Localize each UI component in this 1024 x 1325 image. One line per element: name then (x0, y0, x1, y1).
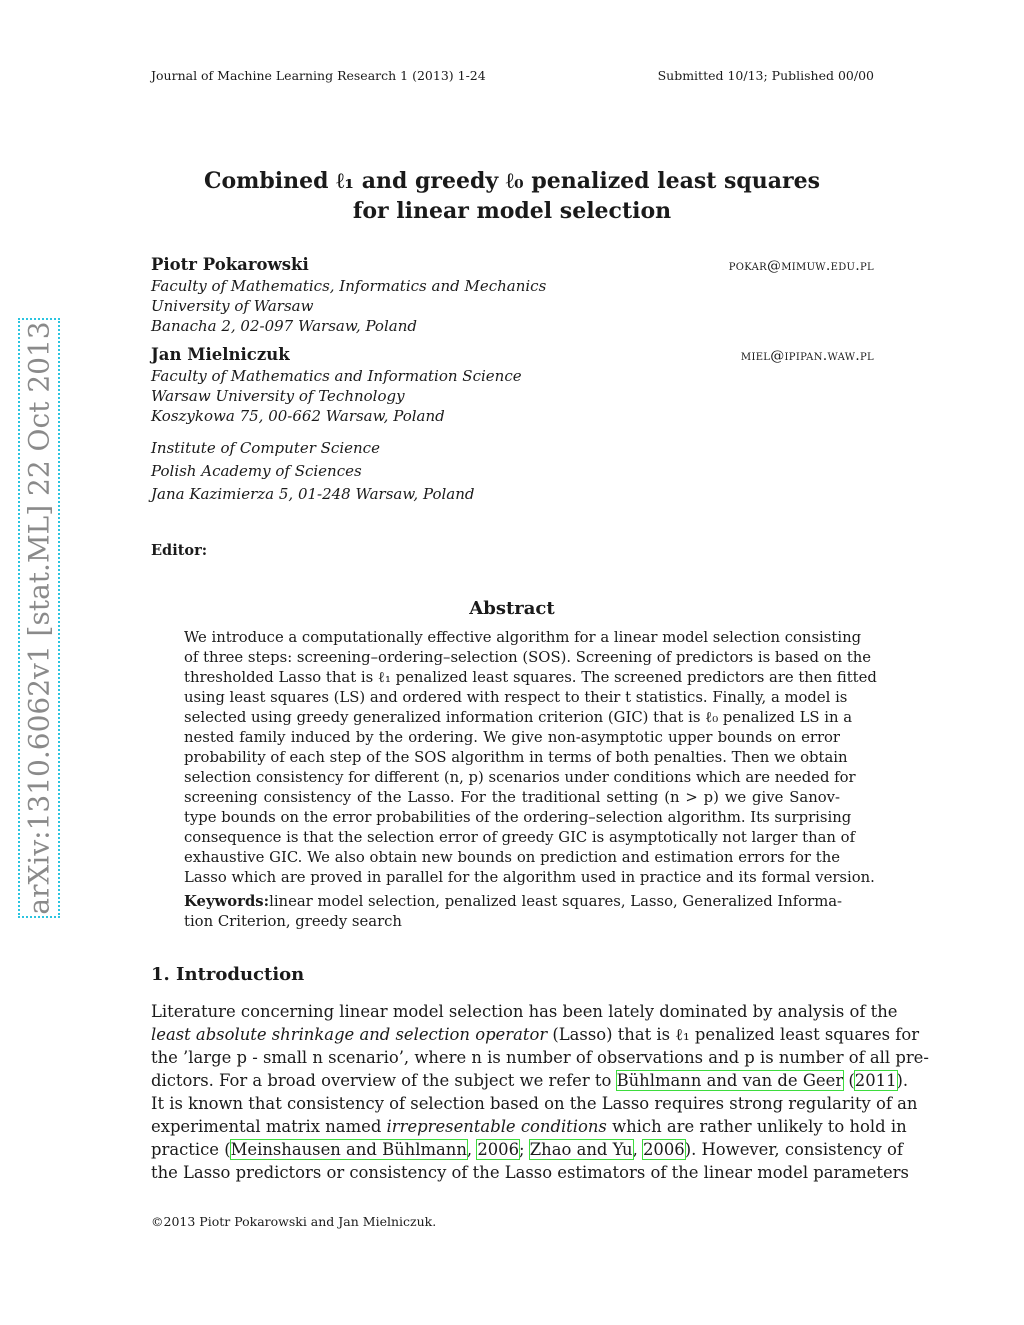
abstract-line: probability of each step of the SOS algorithm in terms of both penalties. Then we obtain (184, 749, 848, 766)
author-name: Piotr Pokarowski (151, 255, 309, 274)
affiliation-line: Banacha 2, 02-097 Warsaw, Poland (151, 317, 417, 335)
body-line: Literature concerning linear model selection has been lately dominated by analysis of the (151, 1002, 898, 1021)
affiliation-line: Warsaw University of Technology (151, 387, 405, 405)
abstract-line: Lasso which are proved in parallel for the algorithm used in practice and its formal version. (184, 869, 875, 886)
text-run: practice ( (151, 1140, 231, 1159)
paper-title-line-2: for linear model selection (352, 198, 672, 224)
author-email: pokar@mimuw.edu.pl (728, 258, 874, 274)
text-run: ). (896, 1071, 909, 1090)
abstract-line: thresholded Lasso that is ℓ₁ penalized least squares. The screened predictors are then fitted (184, 669, 877, 686)
copyright-footer: ©2013 Piotr Pokarowski and Jan Mielniczuk. (151, 1214, 437, 1229)
abstract-line: selection consistency for different (n, p) scenarios under conditions which are needed for (184, 769, 856, 786)
submission-dates: Submitted 10/13; Published 00/00 (657, 68, 874, 83)
text-run: dictors. For a broad overview of the subject we refer to (151, 1071, 617, 1090)
keywords-label: Keywords: (184, 893, 270, 910)
text-run: ; (519, 1140, 530, 1159)
author-email: miel@ipipan.waw.pl (740, 348, 874, 364)
author-name: Jan Mielniczuk (151, 345, 290, 364)
abstract-line: exhaustive GIC. We also obtain new bounds on prediction and estimation errors for the (184, 849, 840, 866)
citation-year-link[interactable]: 2006 (477, 1140, 520, 1159)
editor-label: Editor: (151, 542, 208, 559)
affiliation-line: Polish Academy of Sciences (151, 462, 362, 480)
paper-title-line-1: Combined ℓ₁ and greedy ℓ₀ penalized least squares (203, 168, 821, 194)
text-run: which are rather unlikely to hold in (606, 1117, 907, 1136)
citation-link[interactable]: Zhao and Yu (529, 1140, 633, 1159)
text-run: ). However, consistency of (684, 1140, 903, 1159)
abstract-line: selected using greedy generalized information criterion (GIC) that is ℓ₀ penalized LS in a (184, 709, 853, 726)
citation-link[interactable]: Bühlmann and van de Geer (616, 1071, 844, 1090)
citation-year-link[interactable]: 2006 (642, 1140, 685, 1159)
abstract-line: consequence is that the selection error of greedy GIC is asymptotically not larger than of (184, 829, 856, 846)
text-run: , (632, 1140, 643, 1159)
body-line: the Lasso predictors or consistency of the Lasso estimators of the linear model parameters (151, 1163, 909, 1182)
affiliation-line: Faculty of Mathematics, Informatics and Mechanics (151, 277, 547, 295)
abstract-line: nested family induced by the ordering. We give non-asymptotic upper bounds on error (184, 729, 840, 746)
citation-link[interactable]: Meinshausen and Bühlmann (230, 1140, 467, 1159)
abstract-line: using least squares (LS) and ordered with respect to their t statistics. Finally, a model is (184, 689, 848, 706)
arxiv-identifier: arXiv:1310.6062v1 [stat.ML] 22 Oct 2013 (22, 321, 56, 915)
affiliation-line: Faculty of Mathematics and Information Science (151, 367, 522, 385)
emphasis: least absolute shrinkage and selection operator (151, 1025, 548, 1044)
abstract-line: We introduce a computationally effective algorithm for a linear model selection consisting (184, 629, 862, 646)
text-run: (Lasso) that is ℓ₁ penalized least squares for (547, 1025, 920, 1044)
affiliation-line: Jana Kazimierza 5, 01-248 Warsaw, Poland (151, 485, 475, 503)
affiliation-line: University of Warsaw (151, 297, 314, 315)
body-line (151, 1117, 907, 1136)
affiliation-line: Institute of Computer Science (151, 439, 380, 457)
body-line (151, 1140, 903, 1159)
body-line: It is known that consistency of selection based on the Lasso requires strong regularity of an (151, 1094, 918, 1113)
keywords-text-cont: tion Criterion, greedy search (184, 913, 402, 930)
abstract-line: type bounds on the error probabilities of the ordering–selection algorithm. Its surprising (184, 809, 852, 826)
keywords-text: linear model selection, penalized least squares, Lasso, Generalized Informa- (269, 893, 843, 910)
keywords (184, 893, 843, 910)
text-run: ( (843, 1071, 855, 1090)
abstract-heading: Abstract (469, 598, 555, 619)
section-heading: 1. Introduction (151, 964, 305, 985)
body-line (151, 1025, 920, 1045)
journal-header: Journal of Machine Learning Research 1 (2013) 1-24 (151, 68, 486, 83)
abstract-line: screening consistency of the Lasso. For the traditional setting (n > p) we give Sanov- (184, 789, 840, 806)
body-line (151, 1071, 909, 1090)
citation-year-link[interactable]: 2011 (854, 1071, 897, 1090)
text-run: experimental matrix named (151, 1117, 387, 1136)
abstract-line: of three steps: screening–ordering–selection (SOS). Screening of predictors is based on the (184, 649, 872, 666)
text-run: , (466, 1140, 478, 1159)
affiliation-line: Koszykowa 75, 00-662 Warsaw, Poland (151, 407, 445, 425)
body-line: the ’large p - small n scenario’, where n is number of observations and p is number of all pre- (151, 1048, 929, 1067)
emphasis: irrepresentable conditions (386, 1117, 607, 1136)
